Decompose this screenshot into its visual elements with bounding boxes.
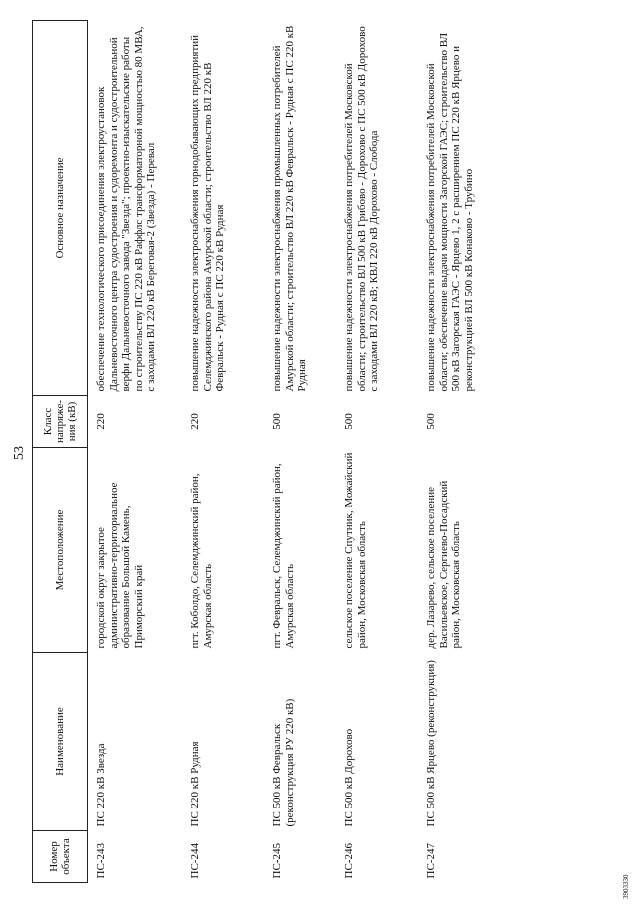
cell-object-number: ПС-247 — [425, 843, 437, 879]
cell-purpose: повышение надежности электроснабжения горнодобывающих предприятий Селемджинского района Амурской области; строительство ВЛ 220 кВ Февральск - Рудная с ПС 220 кВ Рудная — [189, 34, 226, 392]
cell-purpose: обеспечение технологического присоединения электроустановок Дальневосточного центра судостроения и судоремонта и судостроительной верфи Дальневосточного завода "Звезда"; проектно-изыскательские работы по строительству ПС 220 кВ Раффлс трансформаторной мощностью 80 МВА, с заходами ВЛ 220 кВ Береговая-2 (Звезда) - Перевал — [95, 26, 157, 392]
cell-location: дер. Лазарево, сельское поселение Васильевское, Сергиево-Посадский район, Московская область — [425, 480, 462, 649]
cell-object-number: ПС-246 — [343, 843, 355, 879]
table-header-row — [33, 21, 88, 883]
cell-location: пгт. Февральск, Селемджинский район, Амурская область — [271, 463, 296, 649]
table-row — [336, 21, 418, 883]
cell-name: ПС 500 кВ Дорохово — [343, 728, 355, 827]
cell-location: сельское поселение Спутник, Можайский район, Московская область — [343, 452, 368, 649]
cell-object-number: ПС-243 — [95, 843, 107, 879]
header-purpose: Основное назначение — [33, 21, 88, 396]
cell-name: ПС 220 кВ Рудная — [189, 741, 201, 827]
cell-location: пгт. Коболдо, Селемджинский район, Амурская область — [189, 473, 214, 649]
header-name: Наименование — [33, 653, 88, 831]
table-row — [182, 21, 264, 883]
cell-name: ПС 500 кВ Февральск (реконструкция РУ 220 кВ) — [271, 698, 296, 827]
cell-voltage-class: 220 — [189, 413, 201, 430]
cell-object-number: ПС-245 — [271, 843, 283, 879]
table-row — [264, 21, 336, 883]
cell-voltage-class: 500 — [271, 413, 283, 430]
cell-voltage-class: 220 — [95, 413, 107, 430]
table-row — [418, 21, 500, 883]
cell-location: городской округ закрытое административно-территориальное образование Большой Камень, Приморский край — [95, 482, 145, 649]
cell-purpose: повышение надежности электроснабжения потребителей Московской области; строительство ВЛ 500 кВ Грибово - Дорохово с ПС 500 кВ Дорохово с заходами ВЛ 220 кВ; КВЛ 220 кВ Дорохово - Слобода — [343, 26, 380, 392]
header-voltage-class: Класс напряже-ния (кВ) — [33, 396, 88, 448]
table-row — [88, 21, 183, 883]
cell-name: ПС 500 кВ Ярцево (реконструкция) — [425, 660, 437, 827]
cell-voltage-class: 500 — [343, 413, 355, 430]
cell-voltage-class: 500 — [425, 413, 437, 430]
cell-purpose: повышение надежности электроснабжения промышленных потребителей Амурской области; строительство ВЛ 220 кВ Февральск - Рудная с ПС 220 кВ Рудная — [271, 25, 308, 392]
header-object-number: Номер объекта — [33, 831, 88, 883]
cell-purpose: повышение надежности электроснабжения потребителей Московской области; обеспечение выдачи мощности Загорской ГАЭС; строительство ВЛ 500 кВ Загорская ГАЭС - Ярцево 1, 2 с расширением ПС 220 кВ Ярцево и реконструкцией ВЛ 500 кВ Конаково - Трубино — [425, 32, 475, 392]
document-code: 3903330 — [622, 874, 630, 899]
cell-name: ПС 220 кВ Звезда — [95, 743, 107, 827]
substations-table — [32, 20, 500, 883]
page-number: 53 — [12, 446, 27, 460]
header-location: Местоположение — [33, 448, 88, 653]
cell-object-number: ПС-244 — [189, 843, 201, 879]
